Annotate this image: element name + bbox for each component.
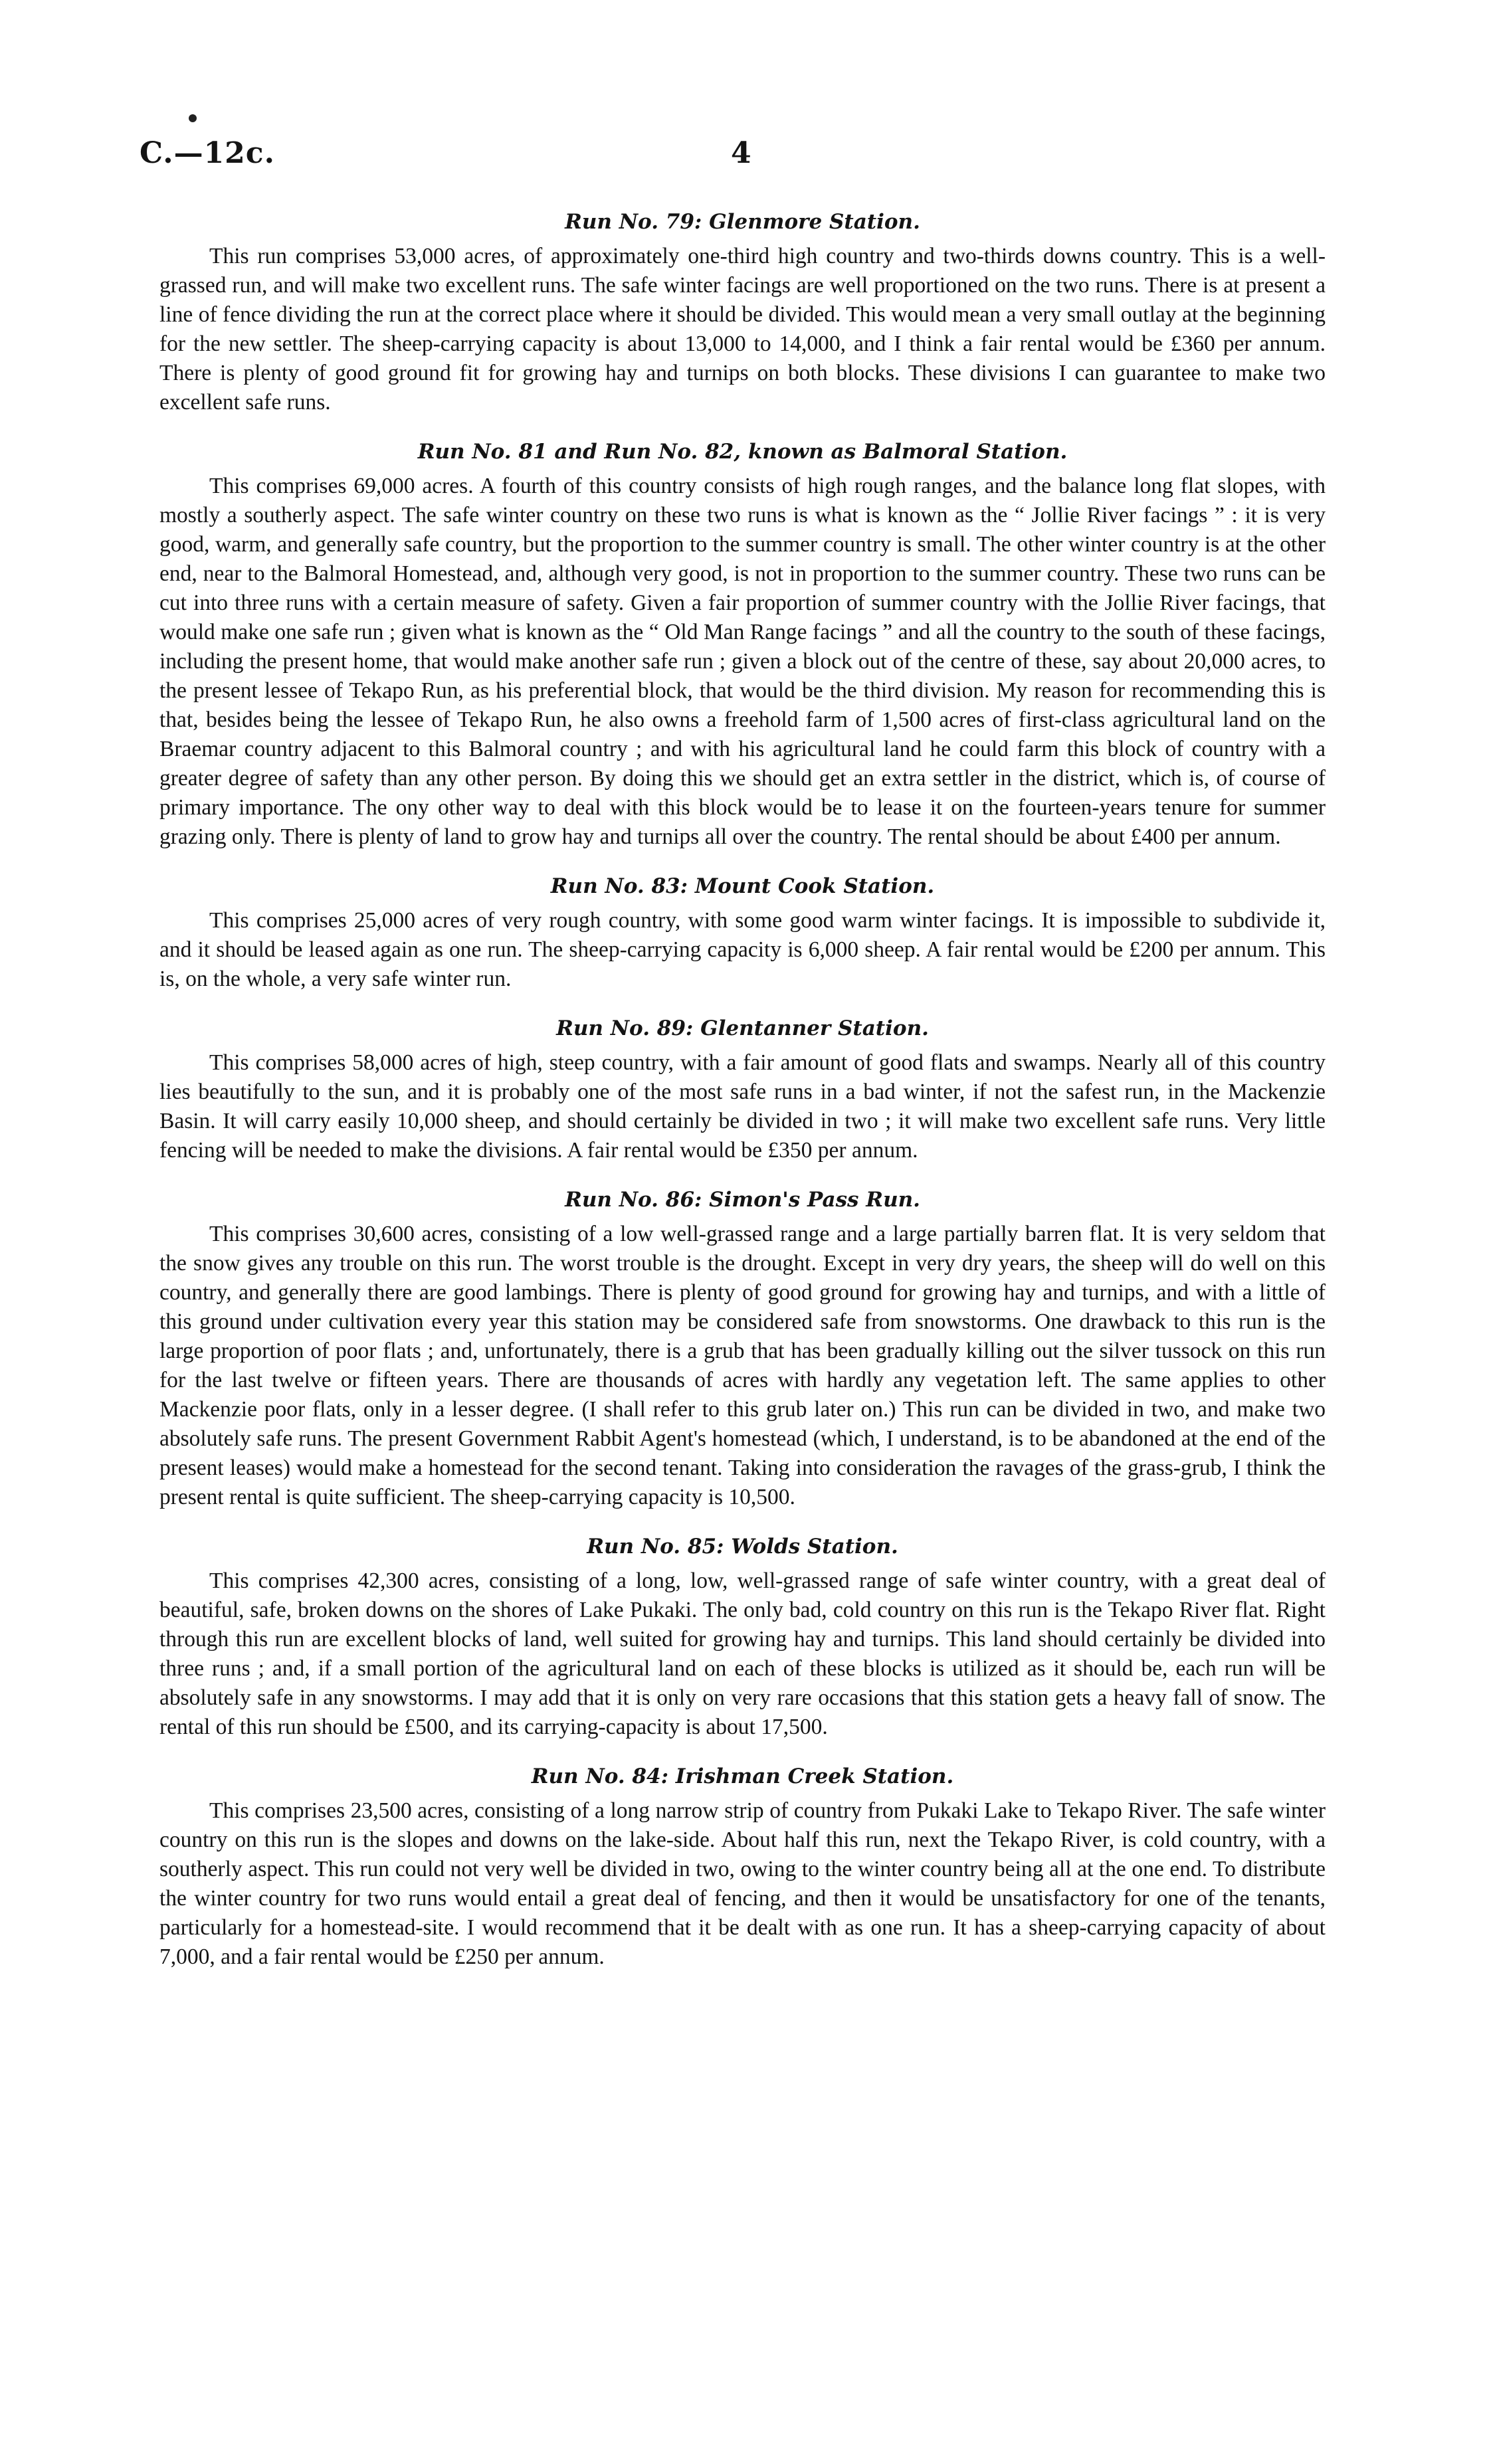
section-title: Run No. 83: Mount Cook Station. — [550, 874, 935, 898]
section-paragraph: This comprises 30,600 acres, consisting of a low well-grassed range and a large partially barren flat. It is very seldom that the snow gives any trouble on this run. The worst trouble is the drought. Except in very dry years, the sheep will do well on this country, and generally there are good lambings. There is plenty of good ground for growing hay and turnips, and with a little of this ground under cultivation every year this station may be considered safe from snowstorms. One drawback to this run is the large proportion of poor flats ; and, unfortunately, there is a grub that has been gradually killing out the silver tussock on this run for the last twelve or fifteen years. There are thousands of acres with hardly any vegetation left. The same applies to other Mackenzie poor flats, only in a lesser degree. (I shall refer to this grub later on.) This run can be divided in two, and make two absolutely safe runs. The present Government Rabbit Agent's homestead (which, I understand, is to be abandoned at the end of the present leases) would make a homestead for the second tenant. Taking into consideration the ravages of the grass-grub, I think the present rental is quite sufficient. The sheep-carrying capacity is 10,500. — [159, 1222, 1326, 1509]
page-number: 4 — [731, 136, 751, 170]
section-title: Run No. 85: Wolds Station. — [587, 1535, 898, 1559]
section-title: Run No. 81 and Run No. 82, known as Balmoral Station. — [417, 440, 1068, 464]
section-run-86 — [159, 1185, 1326, 1512]
section-paragraph: This comprises 23,500 acres, consisting of a long narrow strip of country from Pukaki Lake to Tekapo River. The safe winter country on this run is the slopes and downs on the lake-side. About half this run, next the Tekapo River, is cold country, with a southerly aspect. This run could not very well be divided in two, owing to the winter country being all at the one end. To distribute the winter country for two runs would entail a great deal of fencing, and then it would be unsatisfactory for one of the tenants, particularly for a homestead-site. I would recommend that it be dealt with as one run. It has a sheep-carrying capacity of about 7,000, and a fair rental would be £250 per annum. — [159, 1798, 1326, 1969]
section-paragraph: This comprises 25,000 acres of very rough country, with some good warm winter facings. It is impossible to subdivide it, and it should be leased again as one run. The sheep-carrying capacity is 6,000 sheep. A fair rental would be £200 per annum. This is, on the whole, a very safe winter run. — [159, 908, 1326, 991]
section-run-84 — [159, 1762, 1326, 1972]
section-run-89 — [159, 1014, 1326, 1165]
section-paragraph: This run comprises 53,000 acres, of approximately one-third high country and two-thirds downs country. This is a well-grassed run, and will make two excellent runs. The safe winter facings are well proportioned on the two runs. There is at present a line of fence dividing the run at the correct place where it should be divided. This would mean a very small outlay at the beginning for the new settler. The sheep-carrying capacity is about 13,000 to 14,000, and I think a fair rental would be £360 per annum. There is plenty of good ground fit for growing hay and turnips on both blocks. These divisions I can guarantee to make two excellent safe runs. — [159, 244, 1326, 415]
section-title: Run No. 86: Simon's Pass Run. — [565, 1188, 920, 1212]
section-title: Run No. 84: Irishman Creek Station. — [531, 1764, 954, 1788]
section-run-85 — [159, 1532, 1326, 1742]
section-run-81-82 — [159, 437, 1326, 852]
document-body — [159, 207, 1326, 1992]
section-title: Run No. 89: Glentanner Station. — [556, 1016, 929, 1040]
page-header — [140, 136, 1329, 183]
section-title: Run No. 79: Glenmore Station. — [565, 210, 920, 234]
section-paragraph: This comprises 58,000 acres of high, steep country, with a fair amount of good flats and swamps. Nearly all of this country lies beautifully to the sun, and it is probably one of the most safe runs in a bad winter, if not the safest run, in the Mackenzie Basin. It will carry easily 10,000 sheep, and should certainly be divided in two ; it will make two excellent safe runs. Very little fencing will be needed to make the divisions. A fair rental would be £350 per annum. — [159, 1050, 1326, 1163]
section-run-83 — [159, 872, 1326, 994]
section-paragraph: This comprises 42,300 acres, consisting of a long, low, well-grassed range of safe winter country, with a great deal of beautiful, safe, broken downs on the shores of Lake Pukaki. The only bad, cold country on this run is the Tekapo River flat. Right through this run are excellent blocks of land, well suited for growing hay and turnips. This land should certainly be divided into three runs ; and, if a small portion of the agricultural land on each of these blocks is utilized as it should be, each run will be absolutely safe in any snowstorms. I may add that it is only on very rare occasions that this station gets a heavy fall of snow. The rental of this run should be £500, and its carrying-capacity is about 17,500. — [159, 1568, 1326, 1739]
ink-dot-mark — [189, 114, 197, 122]
section-paragraph: This comprises 69,000 acres. A fourth of this country consists of high rough ranges, and the balance long flat slopes, with mostly a southerly aspect. The safe winter country on these two runs is what is known as the “ Jollie River facings ” : it is very good, warm, and generally safe country, but the proportion to the summer country is small. The other winter country is at the other end, near to the Balmoral Homestead, and, although very good, is not in proportion to the summer country. These two runs can be cut into three runs with a certain measure of safety. Given a fair proportion of summer country with the Jollie River facings, that would make one safe run ; given what is known as the “ Old Man Range facings ” and all the country to the south of these facings, including the present home, that would make another safe run ; given a block out of the centre of these, say about 20,000 acres, to the present lessee of Tekapo Run, as his preferential block, that would be the third division. My reason for recommending this is that, besides being the lessee of Tekapo Run, he also owns a freehold farm of 1,500 acres of first-class agricultural land on the Braemar country adjacent to this Balmoral country ; and with his agricultural land he could farm this block of country with a greater degree of safety than any other person. By doing this we should get an extra settler in the district, which is, of course of primary importance. The ony other way to deal with this block would be to lease it on the fourteen-years tenure for summer grazing only. There is plenty of land to grow hay and turnips all over the country. The rental should be about £400 per annum. — [159, 474, 1326, 849]
section-run-79 — [159, 207, 1326, 417]
document-reference: C.—12c. — [140, 136, 275, 170]
